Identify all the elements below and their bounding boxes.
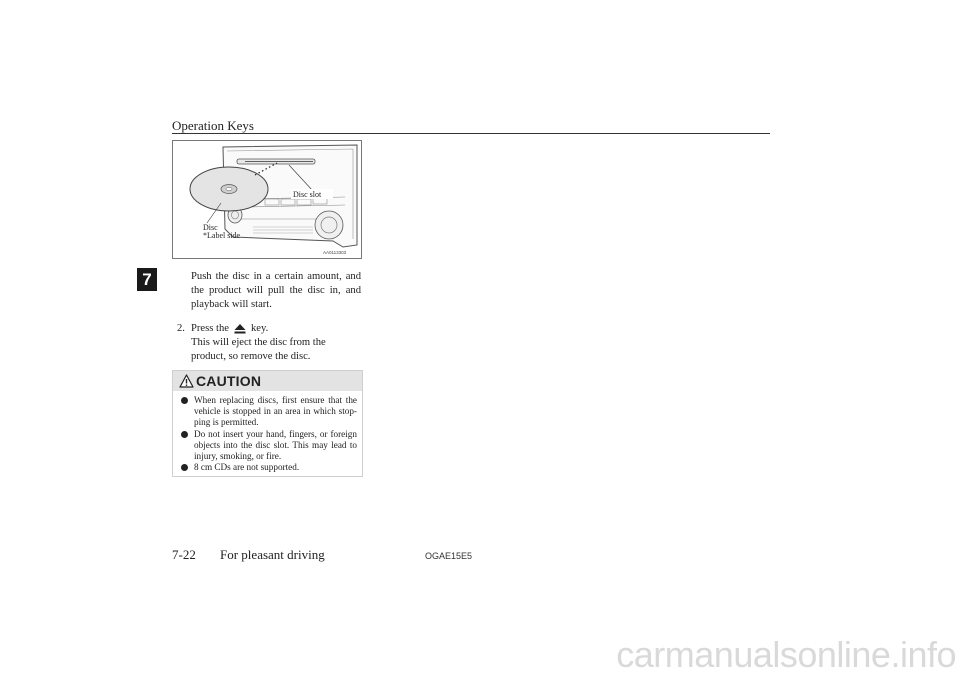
bullet-icon <box>181 464 188 471</box>
section-title: Operation Keys <box>172 118 254 133</box>
header-rule <box>172 133 770 134</box>
bullet-icon <box>181 431 188 438</box>
step-detail: This will eject the disc from the product, so remove the disc. <box>191 337 326 362</box>
warning-triangle-icon <box>179 374 194 388</box>
caution-box <box>172 370 363 477</box>
page-number: 7-22 <box>172 547 196 562</box>
bullet-icon <box>181 397 188 404</box>
footer-section-title: For pleasant driving <box>220 547 325 562</box>
step-text-before-icon: Press the <box>191 323 229 334</box>
caution-item: When replacing discs, first ensure that the vehicle is stopped in an area in which stop-ping is permitted. <box>179 395 357 429</box>
watermark: carmanualsonline.info <box>616 634 956 675</box>
step-text-after-icon: key. <box>250 323 269 334</box>
figure-code: AA0113303 <box>323 250 347 255</box>
chapter-tab: 7 <box>137 268 157 291</box>
caution-header <box>173 371 362 391</box>
step-number: 2. <box>177 323 185 334</box>
caution-item: 8 cm CDs are not supported. <box>179 462 357 473</box>
label-disc: Disc <box>203 223 218 232</box>
caution-list <box>179 395 357 473</box>
knob-right <box>315 211 343 239</box>
caution-item: Do not insert your hand, fingers, or foreign objects into the disc slot. This may lead to injury, smoking, or fire. <box>179 429 357 463</box>
caution-title: CAUTION <box>196 373 262 389</box>
instruction-paragraph: Push the disc in a certain amount, and the product will pull the disc in, and playback will start. <box>191 271 361 310</box>
label-disc-slot: Disc slot <box>293 190 322 199</box>
document-code: OGAE15E5 <box>425 551 473 561</box>
eject-icon <box>233 323 247 335</box>
disc-unit-drawing <box>173 141 361 258</box>
label-side: *Label side <box>203 231 241 240</box>
illustration-disc-insertion <box>172 140 362 259</box>
step-instruction <box>191 322 361 364</box>
